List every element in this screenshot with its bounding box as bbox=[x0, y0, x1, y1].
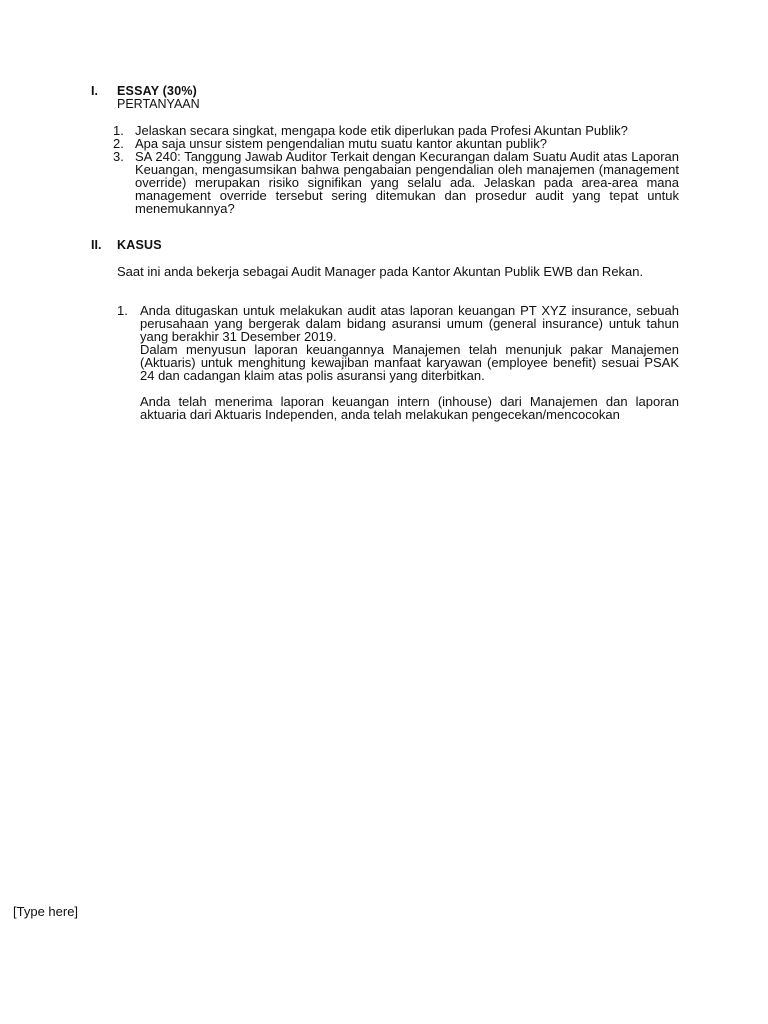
footer-placeholder[interactable]: [Type here] bbox=[13, 904, 79, 919]
case-item-1 bbox=[117, 304, 679, 421]
question-number: 3. bbox=[113, 149, 124, 164]
case-paragraph-1: Anda ditugaskan untuk melakukan audit atas laporan keuangan PT XYZ insurance, sebuah perusahaan yang bergerak dalam bidang asuransi umum (general insurance) untuk tahun yang berakhir 31 Desember 2019. bbox=[140, 303, 679, 344]
question-number: 1. bbox=[113, 123, 124, 138]
case-intro: Saat ini anda bekerja sebagai Audit Manager pada Kantor Akuntan Publik EWB dan Rekan. bbox=[117, 264, 644, 279]
section-1-title: ESSAY (30%) bbox=[117, 84, 198, 98]
question-text: SA 240: Tanggung Jawab Auditor Terkait dengan Kecurangan dalam Suatu Audit atas Laporan Keuangan, mengasumsikan bahwa pengabaian pengendalian oleh manajemen (management override) merupakan risiko signifikan yang selalu ada. Jelaskan pada area-area mana management override tersebut sering ditemukan dan prosedur audit yang tepat untuk menemukannya? bbox=[135, 149, 679, 216]
case-list bbox=[117, 304, 679, 421]
question-number: 2. bbox=[113, 136, 124, 151]
case-number: 1. bbox=[117, 303, 128, 318]
case-paragraph-2: Dalam menyusun laporan keuangannya Manajemen telah menunjuk pakar Manajemen (Aktuaris) untuk menghitung kewajiban manfaat karyawan (employee benefit) sesuai PSAK 24 dan cadangan klaim atas polis asuransi yang diterbitkan. bbox=[140, 342, 679, 383]
section-1-subheading: PERTANYAAN bbox=[117, 97, 200, 111]
question-list bbox=[113, 124, 679, 215]
question-text: Apa saja unsur sistem pengendalian mutu suatu kantor akuntan publik? bbox=[135, 136, 547, 151]
section-1-number: I. bbox=[91, 84, 98, 98]
section-2-number: II. bbox=[91, 238, 102, 252]
question-text: Jelaskan secara singkat, mengapa kode etik diperlukan pada Profesi Akuntan Publik? bbox=[135, 123, 628, 138]
question-item-3 bbox=[113, 150, 679, 215]
case-paragraph-3: Anda telah menerima laporan keuangan intern (inhouse) dari Manajemen dan laporan aktuaria dari Aktuaris Independen, anda telah melakukan pengecekan/mencocokan bbox=[140, 394, 679, 422]
section-2-title: KASUS bbox=[117, 238, 162, 252]
